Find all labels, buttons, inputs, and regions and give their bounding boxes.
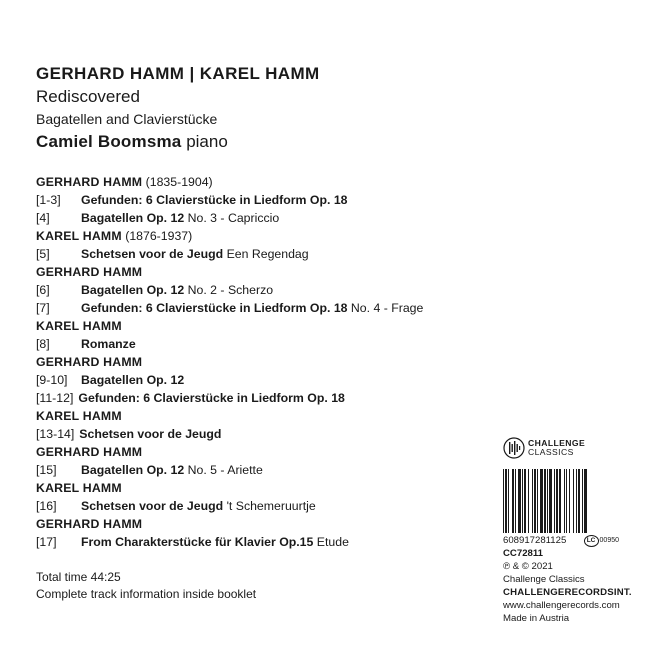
track-number: [13-14] bbox=[36, 427, 75, 441]
work-title: Romanze bbox=[81, 337, 136, 351]
track-number: [1-3] bbox=[36, 193, 61, 207]
composer-heading bbox=[36, 173, 476, 191]
track-row bbox=[36, 389, 476, 407]
label-block bbox=[503, 437, 633, 625]
work-detail: Etude bbox=[316, 535, 349, 549]
album-title: Rediscovered bbox=[36, 87, 140, 106]
performer-line bbox=[36, 130, 320, 154]
track-row bbox=[36, 497, 476, 515]
work-title: Bagatellen Op. 12 bbox=[81, 373, 185, 387]
footer-info bbox=[36, 569, 256, 603]
tracklist bbox=[36, 173, 476, 551]
work-detail: No. 5 - Ariette bbox=[187, 463, 263, 477]
track-row bbox=[36, 191, 476, 209]
work-title: Schetsen voor de Jeugd bbox=[81, 499, 224, 513]
composer-heading bbox=[36, 443, 476, 461]
track-number: [17] bbox=[36, 535, 57, 549]
work-title: From Charakterstücke für Klavier Op.15 bbox=[81, 535, 314, 549]
records-int: CHALLENGERECORDSINT. bbox=[503, 587, 632, 598]
track-number: [15] bbox=[36, 463, 57, 477]
logo-line2: CLASSICS bbox=[528, 447, 574, 457]
composer-heading bbox=[36, 263, 476, 281]
total-time: Total time 44:25 bbox=[36, 570, 121, 584]
work-detail: Een Regendag bbox=[226, 247, 309, 261]
track-number: [7] bbox=[36, 301, 50, 315]
catalog-number: CC72811 bbox=[503, 548, 544, 559]
challenge-classics-logo bbox=[503, 437, 633, 459]
album-subtitle: Bagatellen and Clavierstücke bbox=[36, 111, 218, 127]
lc-mark: LC bbox=[584, 535, 599, 547]
track-number: [9-10] bbox=[36, 373, 68, 387]
composer-name: GERHARD HAMM bbox=[36, 517, 143, 531]
work-title: Gefunden: 6 Clavierstücke in Liedform Op. 18 bbox=[81, 301, 348, 315]
lc-label-code bbox=[584, 534, 619, 547]
logo-line1: CHALLENGE bbox=[528, 438, 586, 448]
track-row bbox=[36, 371, 476, 389]
lc-code: 00950 bbox=[599, 537, 619, 544]
composer-heading bbox=[36, 353, 476, 371]
composer-dates: (1835-1904) bbox=[145, 175, 213, 189]
work-title: Schetsen voor de Jeugd bbox=[79, 427, 222, 441]
composers-title: GERHARD HAMM | KAREL HAMM bbox=[36, 64, 320, 83]
track-row bbox=[36, 209, 476, 227]
work-title: Gefunden: 6 Clavierstücke in Liedform Op. 18 bbox=[81, 193, 348, 207]
track-row bbox=[36, 335, 476, 353]
work-title: Bagatellen Op. 12 bbox=[81, 283, 185, 297]
work-title: Bagatellen Op. 12 bbox=[81, 211, 185, 225]
composer-name: KAREL HAMM bbox=[36, 481, 122, 495]
composer-name: GERHARD HAMM bbox=[36, 355, 143, 369]
work-title: Gefunden: 6 Clavierstücke in Liedform Op. 18 bbox=[78, 391, 345, 405]
track-row bbox=[36, 299, 476, 317]
track-number: [11-12] bbox=[36, 391, 74, 405]
album-header bbox=[36, 62, 320, 154]
composer-heading bbox=[36, 317, 476, 335]
work-detail: No. 3 - Capriccio bbox=[187, 211, 280, 225]
work-detail: No. 2 - Scherzo bbox=[187, 283, 274, 297]
copyright-notice: ℗ & © 2021 bbox=[503, 561, 553, 572]
track-number: [6] bbox=[36, 283, 50, 297]
track-row bbox=[36, 461, 476, 479]
composer-heading bbox=[36, 227, 476, 245]
track-row bbox=[36, 281, 476, 299]
track-number: [4] bbox=[36, 211, 50, 225]
composer-name: KAREL HAMM bbox=[36, 409, 122, 423]
work-title: Schetsen voor de Jeugd bbox=[81, 247, 224, 261]
composer-dates: (1876-1937) bbox=[125, 229, 193, 243]
composer-name: KAREL HAMM bbox=[36, 229, 122, 243]
challenge-logo-icon bbox=[503, 437, 525, 459]
composer-name: GERHARD HAMM bbox=[36, 445, 143, 459]
company-name: Challenge Classics bbox=[503, 574, 585, 585]
performer-name: Camiel Boomsma bbox=[36, 132, 182, 151]
track-row bbox=[36, 425, 476, 443]
made-in: Made in Austria bbox=[503, 613, 570, 624]
barcode-number: 608917281125 bbox=[503, 535, 567, 546]
track-number: [5] bbox=[36, 247, 50, 261]
track-row bbox=[36, 245, 476, 263]
website: www.challengerecords.com bbox=[503, 600, 620, 611]
track-number: [16] bbox=[36, 499, 57, 513]
track-number: [8] bbox=[36, 337, 50, 351]
composer-heading bbox=[36, 407, 476, 425]
performer-instrument: piano bbox=[186, 132, 228, 151]
track-row bbox=[36, 533, 476, 551]
work-title: Bagatellen Op. 12 bbox=[81, 463, 185, 477]
booklet-note: Complete track information inside booklet bbox=[36, 587, 257, 601]
barcode-image bbox=[503, 469, 619, 533]
composer-name: GERHARD HAMM bbox=[36, 265, 143, 279]
composer-heading bbox=[36, 515, 476, 533]
composer-heading bbox=[36, 479, 476, 497]
work-detail: No. 4 - Frage bbox=[350, 301, 424, 315]
composer-name: KAREL HAMM bbox=[36, 319, 122, 333]
composer-name: GERHARD HAMM bbox=[36, 175, 143, 189]
work-detail: 't Schemeruurtje bbox=[226, 499, 316, 513]
